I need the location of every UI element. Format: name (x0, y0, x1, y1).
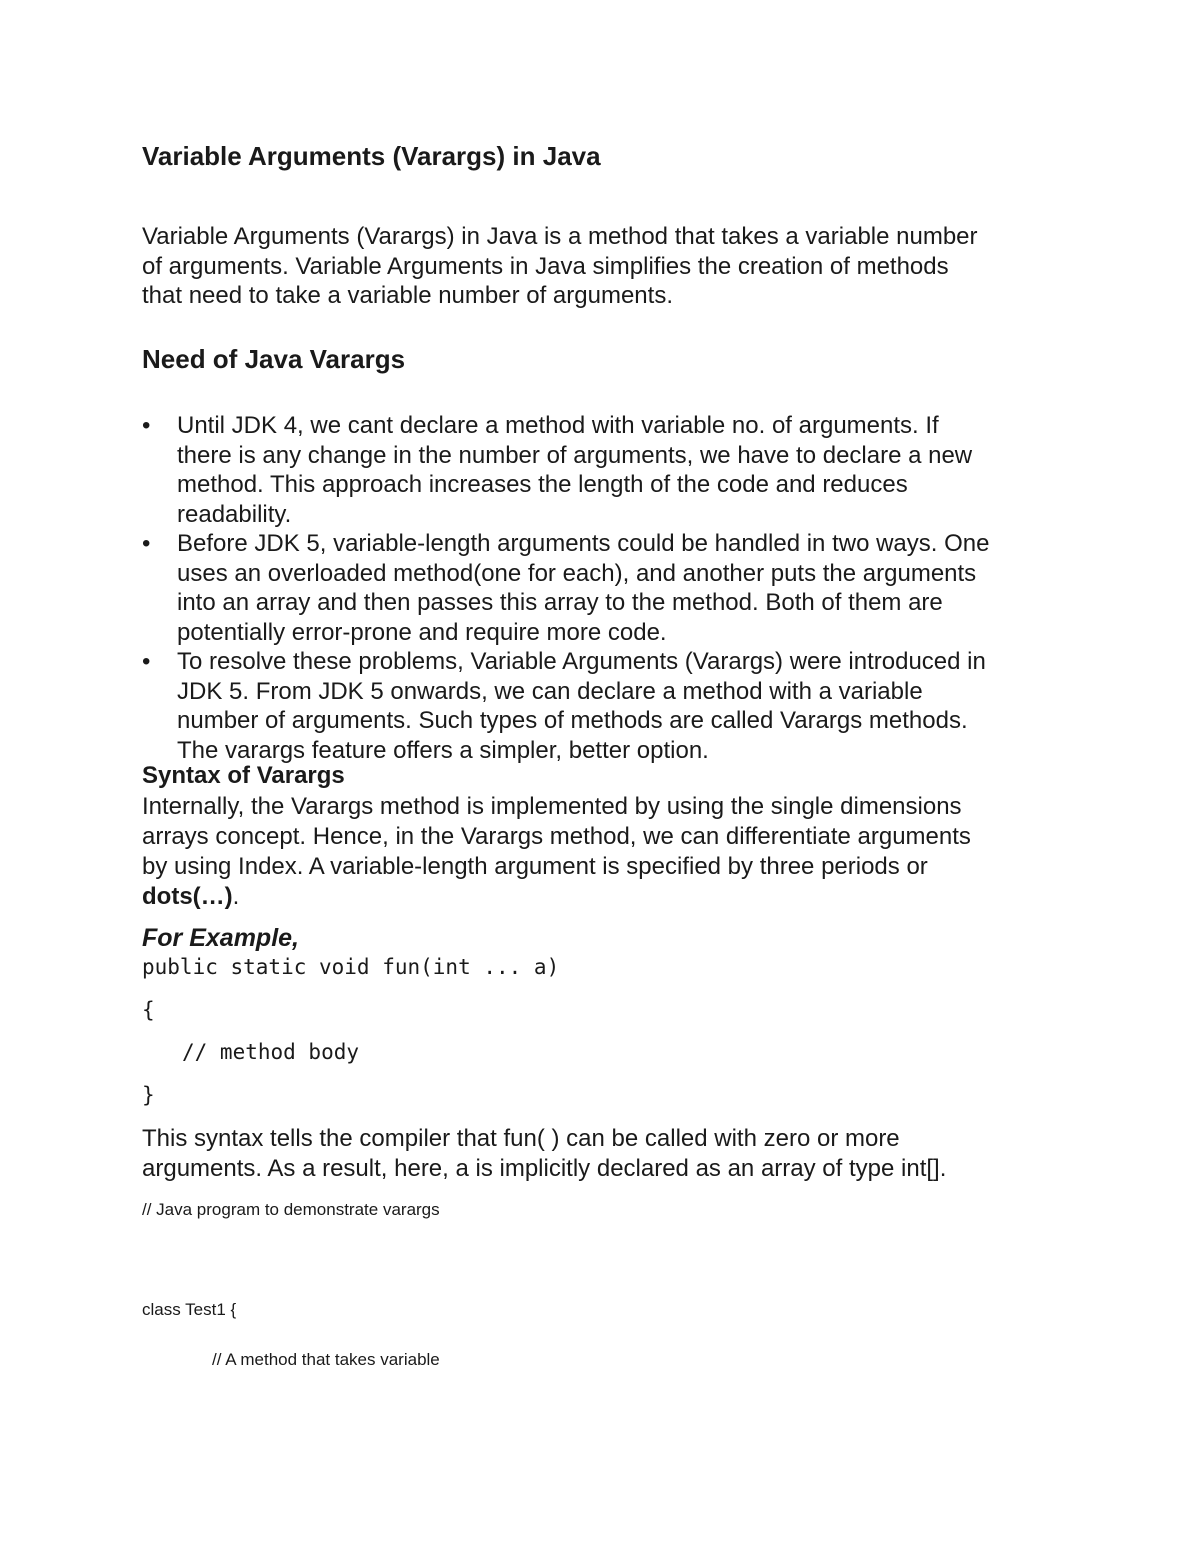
list-item (142, 529, 989, 647)
syntax-line: arrays concept. Hence, in the Varargs method, we can differentiate arguments (142, 823, 971, 850)
bullet-line: number of arguments. Such types of methods are called Varargs methods. (177, 707, 968, 734)
bullet-line: potentially error-prone and require more code. (177, 618, 667, 646)
code-close-brace: } (142, 1083, 155, 1107)
code-signature: public static void fun(int ... a) (142, 955, 560, 979)
bullet-line: Before JDK 5, variable-length arguments could be handled in two ways. One (177, 530, 990, 557)
bullet-icon: • (142, 530, 151, 557)
bullet-line: The varargs feature offers a simpler, better option. (177, 736, 709, 764)
code-body-comment: // method body (182, 1040, 360, 1064)
bullet-icon: • (142, 412, 151, 439)
bullet-line: method. This approach increases the length of the code and reduces (177, 471, 908, 498)
syntax-line: by using Index. A variable-length argument is specified by three periods or (142, 853, 928, 880)
explanation-line: This syntax tells the compiler that fun( ) can be called with zero or more (142, 1125, 900, 1152)
intro-paragraph (142, 222, 978, 311)
bullet-icon: • (142, 648, 151, 675)
explanation-line: arguments. As a result, here, a is implicitly declared as an array of type int[]. (142, 1155, 947, 1182)
code-open-brace: { (142, 998, 155, 1022)
class-declaration: class Test1 { (142, 1300, 237, 1319)
explanation-paragraph (142, 1124, 946, 1184)
intro-line: Variable Arguments (Varargs) in Java is a method that takes a variable number (142, 223, 978, 250)
intro-line: that need to take a variable number of arguments. (142, 282, 673, 309)
example-label: For Example, (142, 924, 299, 952)
bullet-line: uses an overloaded method(one for each), and another puts the arguments (177, 559, 977, 587)
list-item (142, 411, 989, 529)
bullet-line: readability. (177, 500, 292, 528)
dots-term: dots(…) (142, 883, 233, 910)
method-comment: // A method that takes variable (212, 1350, 440, 1369)
syntax-line (142, 882, 971, 912)
syntax-line: Internally, the Varargs method is implemented by using the single dimensions (142, 793, 962, 820)
bullet-line: there is any change in the number of arguments, we have to declare a new (177, 441, 973, 469)
bullet-line: To resolve these problems, Variable Arguments (Varargs) were introduced in (177, 648, 986, 675)
need-bullet-list (142, 411, 989, 765)
syntax-paragraph (142, 792, 971, 912)
program-comment: // Java program to demonstrate varargs (142, 1200, 440, 1219)
syntax-heading: Syntax of Varargs (142, 762, 345, 789)
bullet-line: into an array and then passes this array to the method. Both of them are (177, 589, 943, 616)
page-title: Variable Arguments (Varargs) in Java (142, 141, 601, 171)
syntax-period: . (232, 883, 240, 910)
bullet-line: JDK 5. From JDK 5 onwards, we can declare a method with a variable (177, 677, 923, 705)
bullet-line: Until JDK 4, we cant declare a method with variable no. of arguments. If (177, 412, 939, 439)
need-heading: Need of Java Varargs (142, 344, 406, 374)
intro-line: of arguments. Variable Arguments in Java simplifies the creation of methods (142, 252, 949, 280)
list-item (142, 647, 989, 765)
